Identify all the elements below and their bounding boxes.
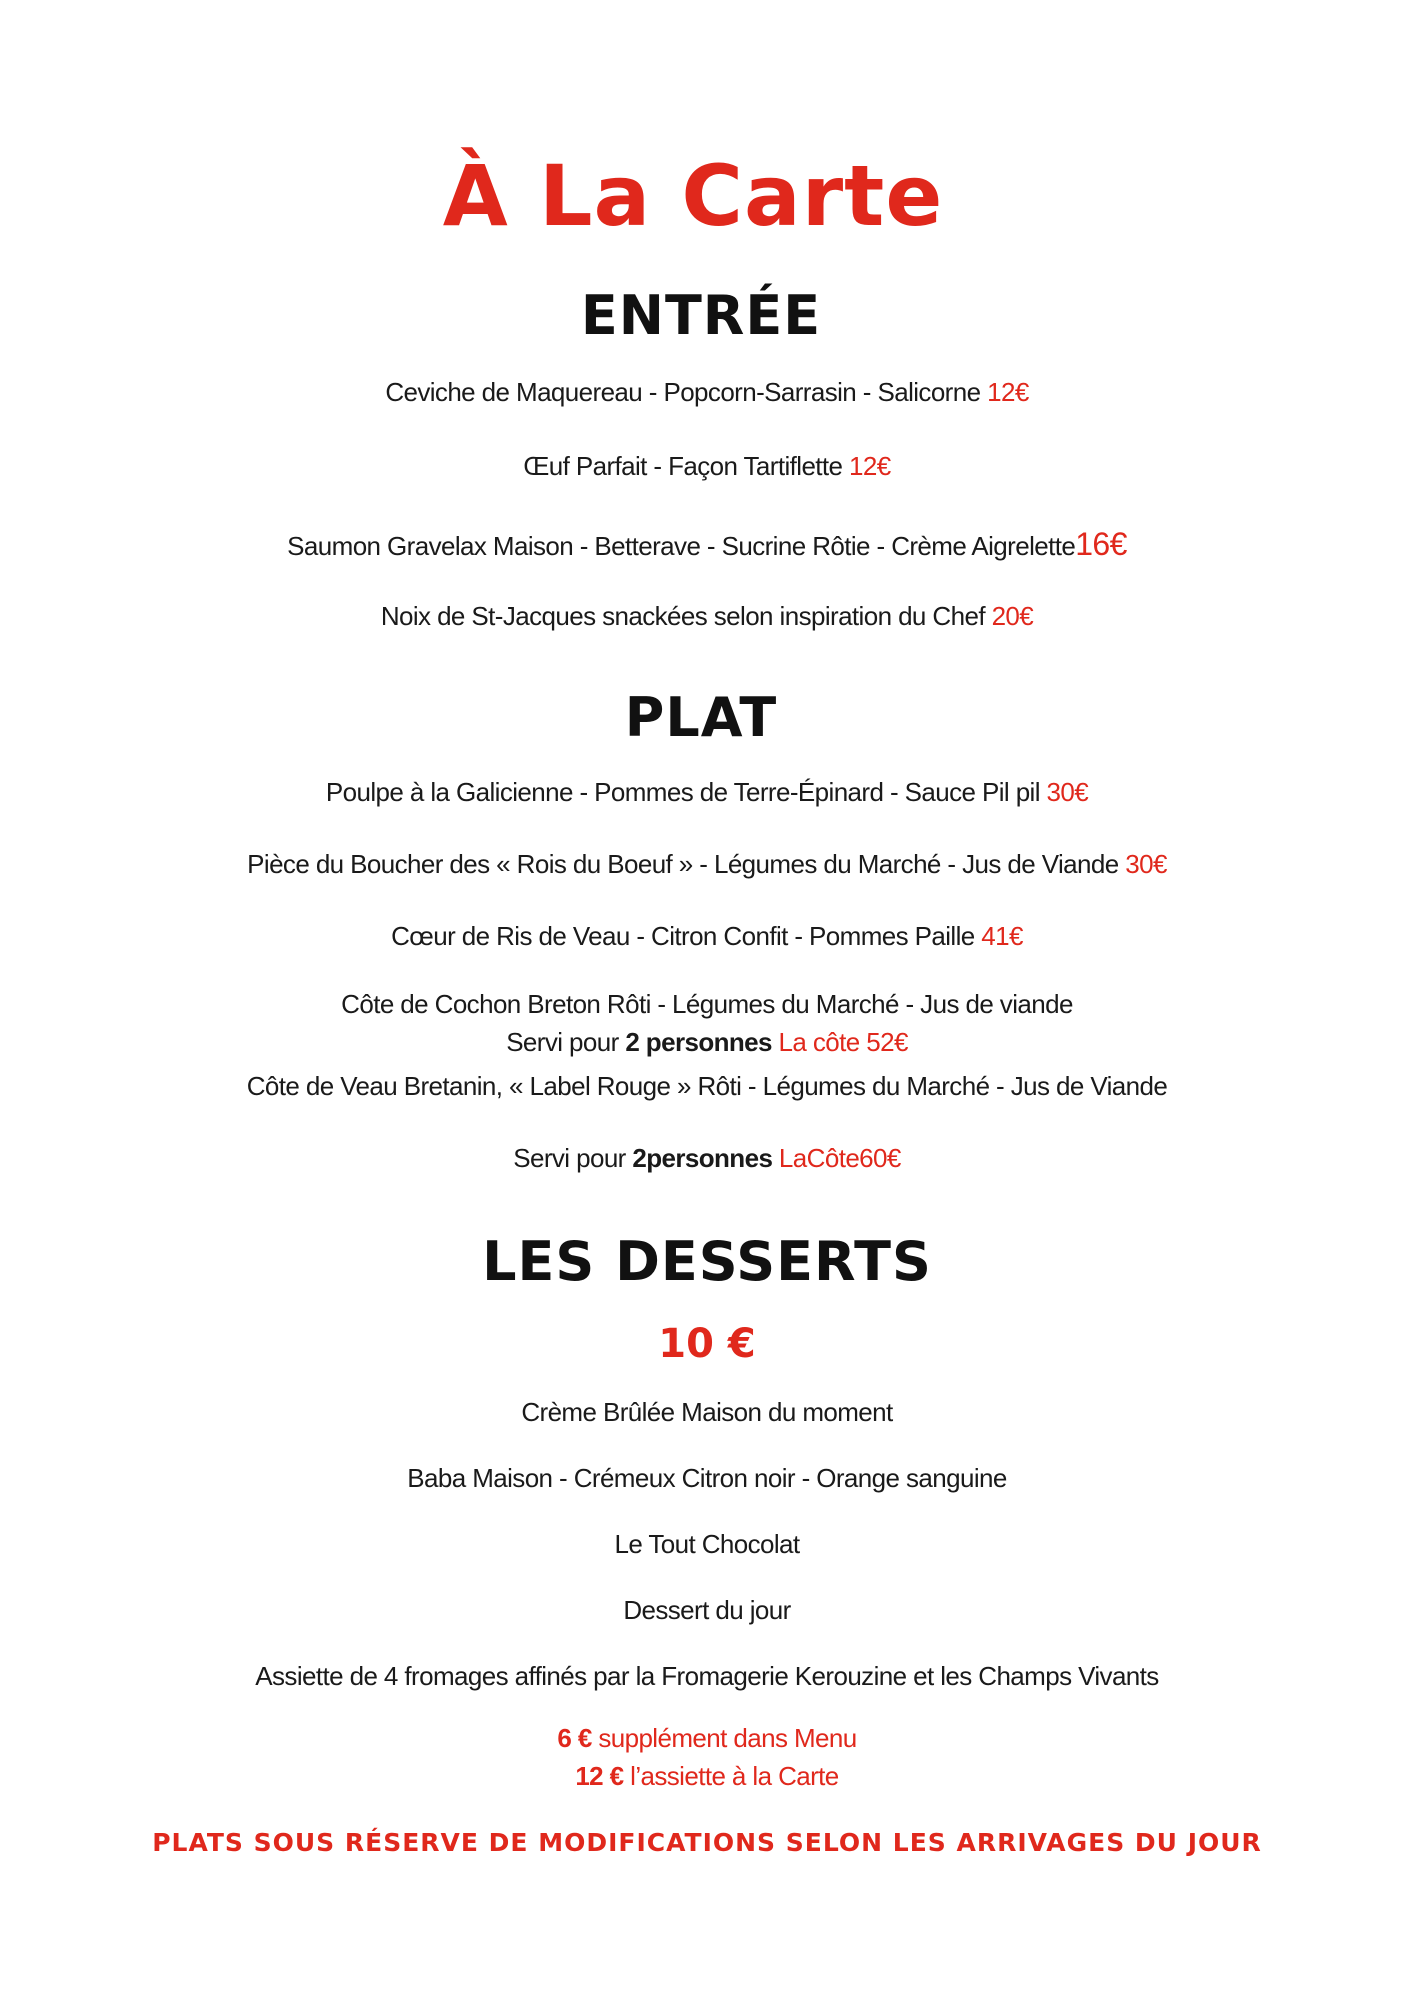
- footer-notice: PLATS SOUS RÉSERVE DE MODIFICATIONS SELON LES ARRIVAGES DU JOUR: [152, 1828, 1262, 1857]
- serving-prefix: Servi pour: [513, 1143, 633, 1173]
- item-name: Saumon Gravelax Maison - Betterave - Sucrine Rôtie - Crème Aigrelette: [287, 531, 1076, 561]
- item-name: Noix de St-Jacques snackées selon inspiration du Chef: [380, 601, 992, 631]
- item-name: Poulpe à la Galicienne - Pommes de Terre-Épinard - Sauce Pil pil: [325, 777, 1047, 807]
- item-price: 16€: [1075, 526, 1127, 562]
- item-price: 12€: [849, 451, 891, 481]
- menu-item-cochon-serving: [0, 1024, 1414, 1060]
- item-price: 41€: [981, 921, 1023, 951]
- supplement-carte: [0, 1758, 1414, 1794]
- item-price: 30€: [1125, 849, 1167, 879]
- supplement-carte-price: 12 €: [575, 1761, 624, 1791]
- supplement-menu-label: supplément dans Menu: [591, 1723, 857, 1753]
- item-name: Œuf Parfait - Façon Tartiflette: [523, 451, 850, 481]
- dessert-item: Baba Maison - Crémeux Citron noir - Orange sanguine: [407, 1463, 1007, 1493]
- section-heading-desserts: LES DESSERTS: [482, 1230, 932, 1293]
- menu-item: [0, 526, 1414, 564]
- menu-item: [0, 448, 1414, 484]
- serving-count: 2 personnes: [625, 1027, 772, 1057]
- menu-item-cochon-title: [0, 986, 1414, 1022]
- serving-count: 2personnes: [632, 1143, 773, 1173]
- desserts-price: 10 €: [658, 1321, 756, 1367]
- item-price: La côte 52€: [771, 1027, 908, 1057]
- supplement-menu-price: 6 €: [557, 1723, 592, 1753]
- supplement-menu: [0, 1720, 1414, 1756]
- menu-item: [0, 598, 1414, 634]
- item-price: 20€: [991, 601, 1034, 631]
- section-heading-plat: PLAT: [624, 686, 778, 749]
- item-price: 30€: [1046, 777, 1089, 807]
- item-price: 12€: [987, 377, 1029, 407]
- item-name: Pièce du Boucher des « Rois du Boeuf » - Légumes du Marché - Jus de Viande: [247, 849, 1126, 879]
- item-name: Ceviche de Maquereau - Popcorn-Sarrasin - Salicorne: [385, 377, 988, 407]
- dessert-item: Assiette de 4 fromages affinés par la Fromagerie Kerouzine et les Champs Vivants: [255, 1661, 1159, 1691]
- item-name: Côte de Veau Bretanin, « Label Rouge » Rôti - Légumes du Marché - Jus de Viande: [246, 1071, 1168, 1101]
- supplement-carte-label: l’assiette à la Carte: [623, 1761, 839, 1791]
- menu-item: [0, 846, 1414, 882]
- menu-item: [0, 774, 1414, 810]
- dessert-item: Crème Brûlée Maison du moment: [521, 1397, 893, 1427]
- dessert-item: Le Tout Chocolat: [614, 1529, 800, 1559]
- item-price: LaCôte60€: [772, 1143, 901, 1173]
- menu-item: [0, 374, 1414, 410]
- menu-item-veau-serving: [0, 1140, 1414, 1176]
- item-name: Cœur de Ris de Veau - Citron Confit - Pommes Paille: [391, 921, 982, 951]
- menu-item: [0, 918, 1414, 954]
- serving-prefix: Servi pour: [506, 1027, 626, 1057]
- item-name: Côte de Cochon Breton Rôti - Légumes du Marché - Jus de viande: [341, 989, 1073, 1019]
- section-heading-entree: ENTRÉE: [580, 284, 822, 347]
- dessert-item: Dessert du jour: [623, 1595, 791, 1625]
- menu-item-veau-title: [0, 1068, 1414, 1104]
- page-title: À La Carte: [442, 147, 944, 245]
